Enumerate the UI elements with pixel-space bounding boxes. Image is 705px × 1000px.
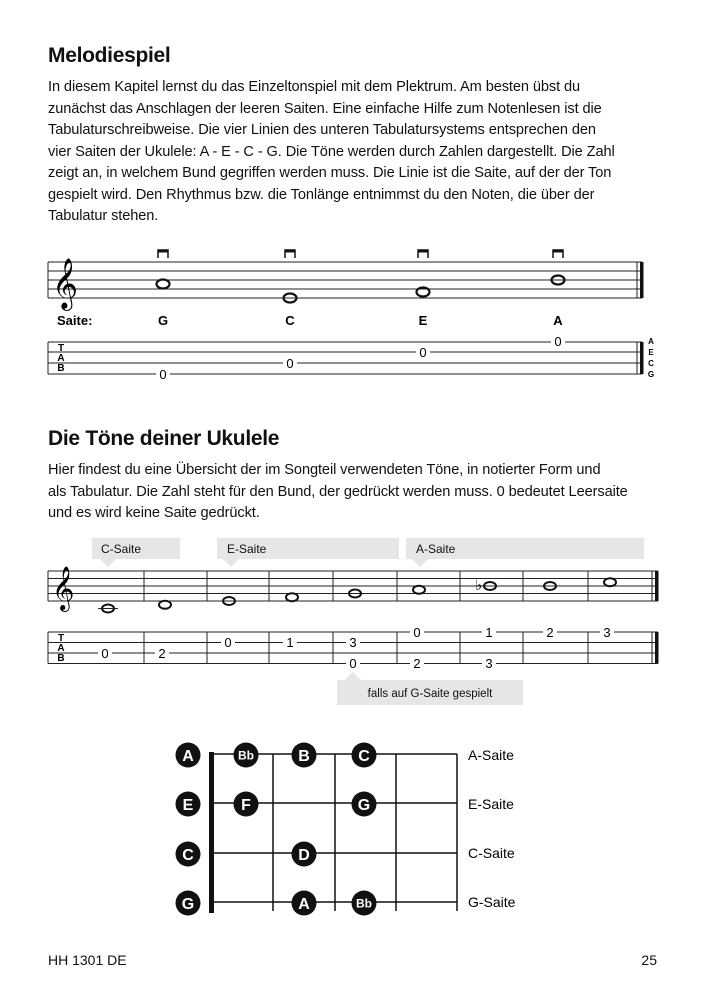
- downstroke-icon: [553, 250, 563, 258]
- fretboard-diagram: [0, 730, 705, 960]
- text-line: als Tabulatur. Die Zahl steht für den Bund, der gedrückt werden muss. 0 bedeutet Leersaite: [48, 483, 628, 500]
- page-number: 25: [641, 952, 657, 968]
- section-title-toene: Die Töne deiner Ukulele: [48, 427, 280, 450]
- tab-number: 0: [419, 345, 427, 360]
- flat-icon: ♭: [475, 577, 483, 594]
- section-title-melodiespiel: Melodiespiel: [48, 44, 171, 67]
- callout-a-saite: [406, 538, 644, 567]
- downstroke-icon: [285, 250, 295, 258]
- tab-number: 2: [546, 625, 554, 640]
- saite-label: Saite:: [57, 313, 93, 328]
- svg-text:E-Saite: E-Saite: [227, 542, 267, 556]
- whole-note: [280, 294, 300, 303]
- frets: [273, 754, 457, 911]
- string-label: A-Saite: [468, 747, 514, 763]
- gstring-note-callout: [337, 672, 523, 705]
- note-dot-label: E: [182, 797, 194, 814]
- svg-text:A-Saite: A-Saite: [416, 542, 456, 556]
- text-line: zunächst das Anschlagen der leeren Saiten. Eine einfache Hilfe zum Notenlesen ist die: [48, 100, 602, 117]
- tab-number: 1: [485, 625, 493, 640]
- nut: [209, 752, 214, 913]
- footer-code: HH 1301 DE: [48, 952, 127, 968]
- tab-number: 3: [349, 635, 357, 650]
- text-line: und es wird keine Saite gedrückt.: [48, 505, 260, 521]
- string-label: E-Saite: [468, 796, 514, 812]
- string-name: A: [553, 313, 563, 328]
- text-line: Tabulatur stehen.: [48, 208, 159, 224]
- tab-number: 2: [413, 656, 421, 671]
- treble-clef-icon: 𝄞: [52, 568, 75, 610]
- tuning-letter: A: [648, 337, 654, 346]
- strings: [211, 754, 457, 902]
- text-line: gespielt wird. Den Rhythmus bzw. die Tonlänge entnimmst du den Noten, die über der: [48, 186, 595, 203]
- string-name: E: [418, 313, 428, 328]
- downstroke-icon: [418, 250, 428, 258]
- note-dot-label: G: [181, 896, 195, 913]
- note-dot-label: C: [182, 847, 194, 864]
- tab-label: T: [57, 633, 65, 644]
- tab-label: A: [57, 643, 65, 654]
- note-dot-label: A: [298, 896, 310, 913]
- string-name: G: [157, 313, 169, 328]
- note-c4: [98, 605, 118, 613]
- tab-label: B: [57, 363, 65, 374]
- tab-number: 1: [286, 635, 294, 650]
- tab-number: 0: [101, 646, 109, 661]
- note-dot-label: Bb: [356, 896, 372, 911]
- tab-number: 0: [159, 367, 167, 382]
- svg-text:falls auf G-Saite gespielt: falls auf G-Saite gespielt: [367, 688, 493, 700]
- tab-number: 0: [224, 635, 232, 650]
- note-dot-label: Bb: [238, 748, 254, 763]
- tuning-letter: E: [648, 348, 654, 357]
- note-a4: [413, 586, 425, 594]
- note-dot-label: F: [241, 797, 251, 814]
- tab-label: A: [57, 353, 65, 364]
- whole-note: [157, 280, 170, 289]
- string-name: C: [285, 313, 295, 328]
- staff-lines: [48, 262, 642, 298]
- tab-number: 2: [158, 646, 166, 661]
- text-line: In diesem Kapitel lernst du das Einzeltonspiel mit dem Plektrum. Am besten übst du: [48, 79, 581, 95]
- tab-label: B: [57, 653, 65, 664]
- callout-c-saite: [92, 538, 180, 567]
- tab-label: T: [57, 343, 65, 354]
- tuning-letter: C: [648, 359, 654, 368]
- text-line: Hier findest du eine Übersicht der im Songteil verwendeten Töne, in notierter Form und: [48, 462, 601, 478]
- tab-number: 0: [413, 625, 421, 640]
- note-dot-label: A: [182, 748, 194, 765]
- note-d4: [159, 601, 171, 609]
- note-dot-label: B: [298, 748, 310, 765]
- tab-number: 3: [485, 656, 493, 671]
- tuning-letter: G: [647, 370, 655, 379]
- tab-number: 0: [349, 656, 357, 671]
- string-label: G-Saite: [468, 894, 516, 910]
- note-dot-label: D: [298, 847, 310, 864]
- note-c5: [604, 578, 616, 586]
- note-dot-label: C: [358, 748, 370, 765]
- text-line: Tabulaturschreibweise. Die vier Linien des unteren Tabulatursystems entsprechen den: [48, 122, 596, 138]
- tab-number: 3: [603, 625, 611, 640]
- treble-clef-icon: 𝄞: [52, 259, 79, 308]
- note-overview-notation: [0, 400, 705, 720]
- callout-e-saite: [217, 538, 399, 567]
- tab-number: 0: [286, 356, 294, 371]
- string-label: C-Saite: [468, 845, 515, 861]
- tab-number: 0: [554, 334, 562, 349]
- open-strings-notation: [0, 0, 705, 400]
- svg-text:C-Saite: C-Saite: [101, 542, 142, 556]
- note-dot-label: G: [357, 797, 371, 814]
- text-line: vier Saiten der Ukulele: A - E - C - G. Die Töne werden durch Zahlen dargestellt. Die Zahl: [48, 143, 615, 160]
- downstroke-icon: [158, 250, 168, 258]
- text-line: zeigt an, in welchem Bund gegriffen werden muss. Die Linie ist die Saite, auf der der Ton: [48, 165, 612, 181]
- note-f4: [286, 593, 298, 601]
